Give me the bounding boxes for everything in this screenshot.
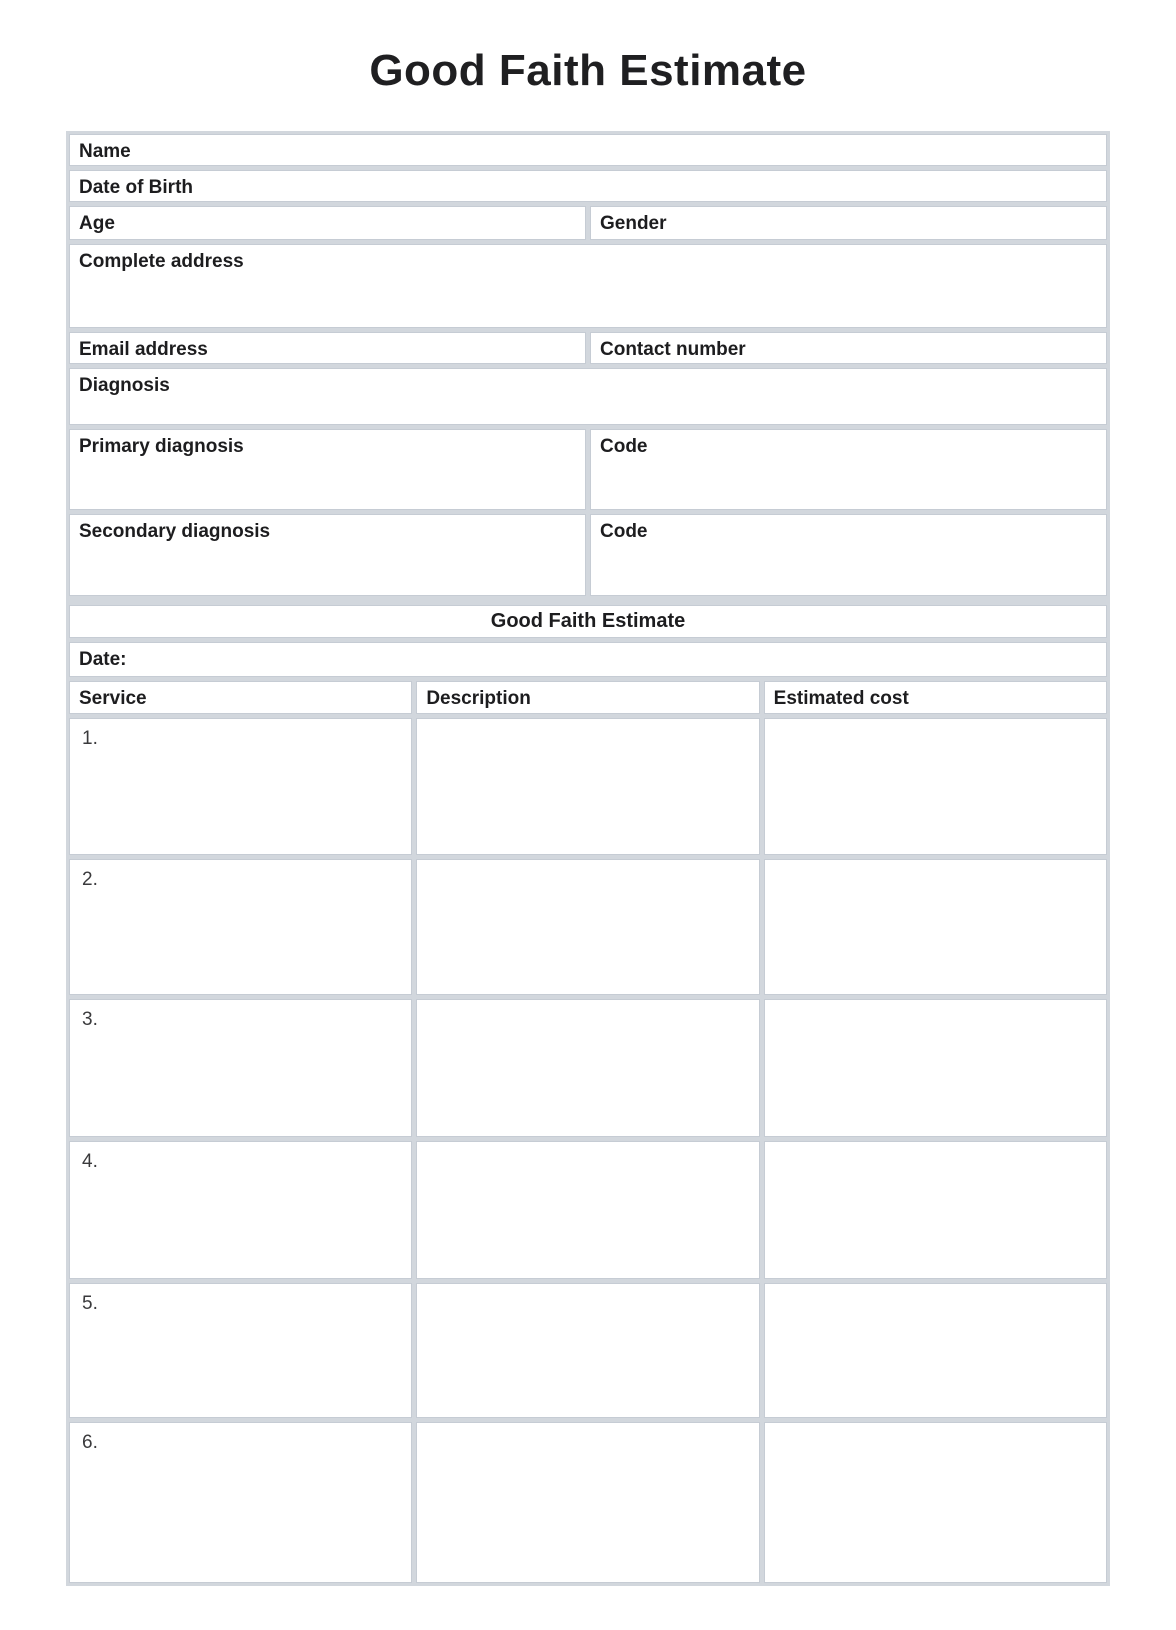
service-row-4 xyxy=(69,1141,1107,1279)
primary-code-label: Code xyxy=(600,436,648,457)
estimated-cost-column-header xyxy=(764,681,1107,714)
description-column-label: Description xyxy=(426,688,531,709)
secondary-diagnosis-label: Secondary diagnosis xyxy=(79,521,271,542)
description-cell-6[interactable] xyxy=(416,1422,759,1583)
age-field[interactable] xyxy=(69,206,586,240)
estimated-cost-cell-5[interactable] xyxy=(764,1283,1107,1418)
row-number-1: 1. xyxy=(82,728,98,749)
service-cell-1[interactable] xyxy=(69,718,412,855)
secondary-code-label: Code xyxy=(600,521,648,542)
diagnosis-field[interactable] xyxy=(69,368,1107,425)
contact-field[interactable] xyxy=(590,332,1107,364)
service-cell-2[interactable] xyxy=(69,859,412,995)
row-number-2: 2. xyxy=(82,869,98,890)
description-cell-4[interactable] xyxy=(416,1141,759,1279)
gender-field[interactable] xyxy=(590,206,1107,240)
estimated-cost-column-label: Estimated cost xyxy=(773,688,909,709)
primary-code-field[interactable] xyxy=(590,429,1107,510)
service-row-5 xyxy=(69,1283,1107,1418)
estimated-cost-cell-6[interactable] xyxy=(764,1422,1107,1583)
description-column-header xyxy=(416,681,759,714)
contact-label: Contact number xyxy=(600,339,746,360)
gender-label: Gender xyxy=(600,213,667,234)
estimate-table xyxy=(69,605,1107,1583)
row-number-3: 3. xyxy=(82,1009,98,1030)
email-label: Email address xyxy=(79,339,208,360)
service-row-3 xyxy=(69,999,1107,1137)
patient-info-table xyxy=(69,134,1107,596)
address-label: Complete address xyxy=(79,251,244,272)
row-number-5: 5. xyxy=(82,1293,98,1314)
service-cell-3[interactable] xyxy=(69,999,412,1137)
date-label: Date: xyxy=(79,649,127,670)
email-field[interactable] xyxy=(69,332,586,364)
name-field[interactable] xyxy=(69,134,1107,166)
service-column-label: Service xyxy=(79,688,147,709)
primary-diagnosis-field[interactable] xyxy=(69,429,586,510)
estimate-section-title: Good Faith Estimate xyxy=(490,610,686,632)
estimate-section-header xyxy=(69,605,1107,638)
service-column-header xyxy=(69,681,412,714)
service-cell-5[interactable] xyxy=(69,1283,412,1418)
secondary-diagnosis-field[interactable] xyxy=(69,514,586,596)
primary-diagnosis-label: Primary diagnosis xyxy=(79,436,244,457)
description-cell-5[interactable] xyxy=(416,1283,759,1418)
row-number-6: 6. xyxy=(82,1432,98,1453)
service-cell-6[interactable] xyxy=(69,1422,412,1583)
service-row-2 xyxy=(69,859,1107,995)
estimated-cost-cell-3[interactable] xyxy=(764,999,1107,1137)
secondary-code-field[interactable] xyxy=(590,514,1107,596)
date-field[interactable] xyxy=(69,642,1107,677)
description-cell-2[interactable] xyxy=(416,859,759,995)
estimated-cost-cell-2[interactable] xyxy=(764,859,1107,995)
description-cell-1[interactable] xyxy=(416,718,759,855)
dob-label: Date of Birth xyxy=(79,177,193,198)
age-label: Age xyxy=(79,213,115,234)
estimated-cost-cell-1[interactable] xyxy=(764,718,1107,855)
service-row-1 xyxy=(69,718,1107,855)
dob-field[interactable] xyxy=(69,170,1107,202)
diagnosis-label: Diagnosis xyxy=(79,375,170,396)
address-field[interactable] xyxy=(69,244,1107,328)
estimated-cost-cell-4[interactable] xyxy=(764,1141,1107,1279)
service-row-6 xyxy=(69,1422,1107,1583)
name-label: Name xyxy=(79,141,131,162)
page-title: Good Faith Estimate xyxy=(369,46,807,95)
description-cell-3[interactable] xyxy=(416,999,759,1137)
row-number-4: 4. xyxy=(82,1151,98,1172)
service-cell-4[interactable] xyxy=(69,1141,412,1279)
form-container xyxy=(66,131,1110,1586)
